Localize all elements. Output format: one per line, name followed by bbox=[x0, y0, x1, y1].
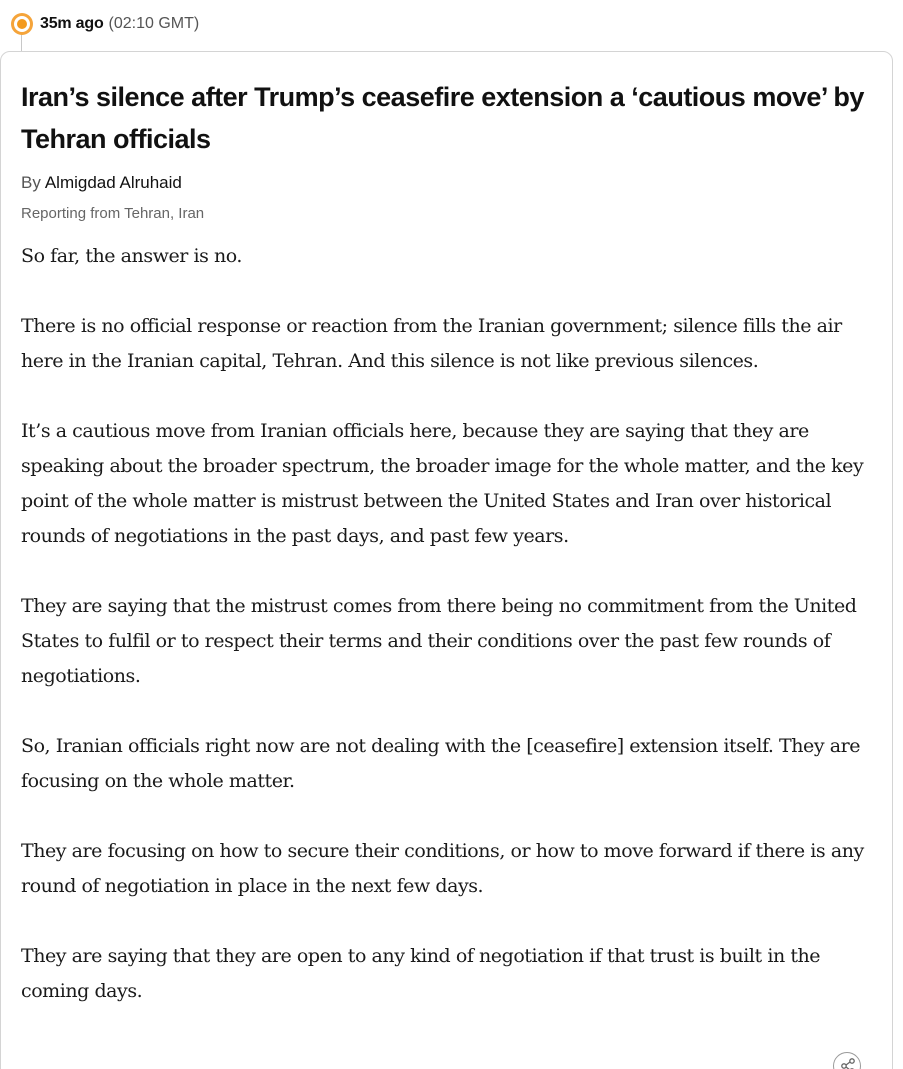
byline-prefix: By bbox=[21, 173, 41, 192]
post-body bbox=[21, 239, 881, 1044]
byline bbox=[21, 173, 182, 193]
paragraph: So, Iranian officials right now are not dealing with the [ceasefire] extension itself. They are focusing on the whole matter. bbox=[21, 735, 861, 792]
time-gmt: (02:10 GMT) bbox=[108, 15, 200, 32]
paragraph: So far, the answer is no. bbox=[21, 245, 243, 267]
reporting-location: Reporting from Tehran, Iran bbox=[21, 205, 205, 222]
timeline-connector bbox=[21, 34, 22, 52]
post-headline: Iran’s silence after Trump’s ceasefire extension a ‘cautious move’ by Tehran officials bbox=[21, 82, 864, 154]
post-timestamp-row bbox=[11, 12, 199, 36]
paragraph: It’s a cautious move from Iranian officials here, because they are saying that they are speaking about the broader spectrum, the broader image for the whole matter, and the key point of the whole matter is mistrust between the United States and Iran over historical rounds of negotiations in the past days, and past few years. bbox=[21, 420, 864, 547]
live-dot-icon bbox=[11, 13, 33, 35]
paragraph: There is no official response or reaction from the Iranian government; silence fills the air here in the Iranian capital, Tehran. And this silence is not like previous silences. bbox=[21, 315, 842, 372]
paragraph: They are saying that the mistrust comes from there being no commitment from the United States to fulfil or to respect their terms and their conditions over the past few rounds of negotiations. bbox=[21, 595, 857, 687]
time-ago: 35m ago bbox=[40, 15, 104, 32]
paragraph: They are focusing on how to secure their conditions, or how to move forward if there is any round of negotiation in place in the next few days. bbox=[21, 840, 864, 897]
author-name[interactable]: Almigdad Alruhaid bbox=[44, 173, 182, 192]
paragraph: They are saying that they are open to any kind of negotiation if that trust is built in the coming days. bbox=[21, 945, 821, 1002]
share-icon bbox=[840, 1058, 856, 1069]
